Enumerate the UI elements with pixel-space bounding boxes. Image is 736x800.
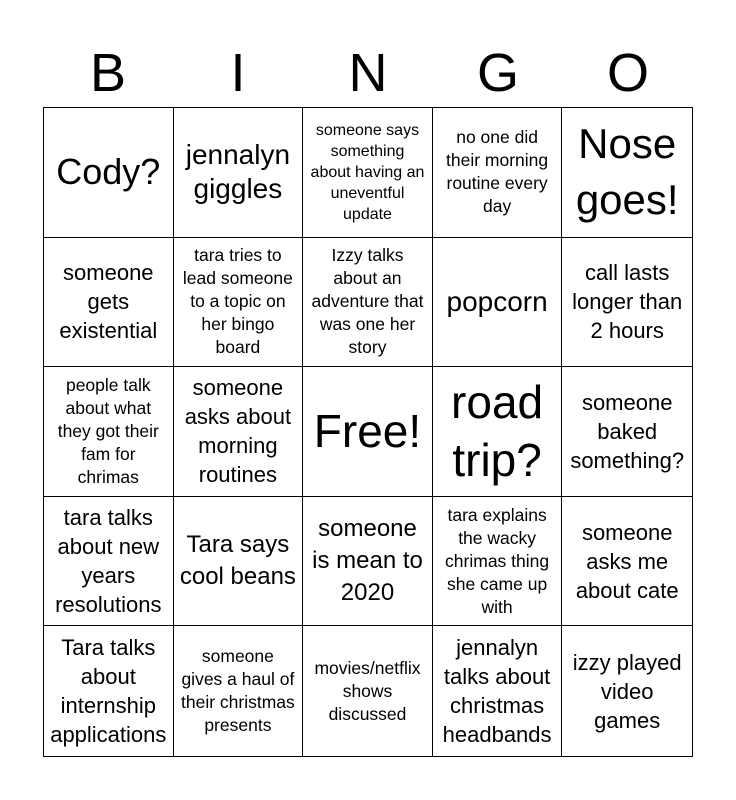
bingo-cell[interactable] [174, 108, 304, 238]
bingo-cell[interactable] [433, 108, 563, 238]
cell-text: popcorn [446, 285, 548, 317]
bingo-cell[interactable] [433, 367, 563, 497]
bingo-cell[interactable] [433, 626, 563, 756]
bingo-cell[interactable] [562, 497, 692, 627]
bingo-header [43, 42, 693, 104]
cell-text: Izzy talks about an adventure that was one her story [311, 245, 424, 358]
header-letter-i: I [230, 43, 246, 103]
bingo-cell[interactable] [303, 626, 433, 756]
bingo-cell[interactable] [174, 238, 304, 368]
bingo-cell[interactable] [433, 497, 563, 627]
bingo-cell[interactable] [303, 238, 433, 368]
header-letter-b: B [89, 43, 127, 103]
bingo-cell[interactable] [562, 108, 692, 238]
bingo-cell[interactable] [174, 367, 304, 497]
bingo-cell[interactable] [303, 108, 433, 238]
cell-text: Cody? [56, 151, 161, 193]
bingo-cell[interactable] [44, 108, 174, 238]
bingo-cell[interactable] [562, 238, 692, 368]
bingo-cell[interactable] [174, 626, 304, 756]
bingo-cell[interactable] [303, 367, 433, 497]
cell-text: call lasts longer than 2 hours [572, 260, 683, 344]
bingo-cell[interactable] [562, 367, 692, 497]
cell-text: Free! [313, 405, 422, 458]
cell-text: jennalyn talks about christmas headbands [442, 635, 552, 748]
header-letter-o: O [606, 43, 649, 103]
cell-text: movies/netflix shows discussed [314, 657, 421, 724]
bingo-cell[interactable] [562, 626, 692, 756]
bingo-cell[interactable] [433, 238, 563, 368]
bingo-cell[interactable] [303, 497, 433, 627]
cell-text: someone baked something? [570, 389, 685, 473]
bingo-cell[interactable] [44, 367, 174, 497]
cell-text: someone gives a haul of their christmas presents [181, 646, 295, 736]
bingo-board [43, 107, 693, 757]
cell-text: Tara says cool beans [179, 531, 296, 591]
cell-text: someone is mean to 2020 [312, 515, 423, 607]
cell-text: Tara talks about internship applications [50, 635, 167, 748]
cell-text: tara explains the wacky chrimas thing she came up with [445, 504, 550, 617]
cell-text: road trip? [451, 376, 544, 487]
cell-text: Nose goes! [575, 120, 679, 224]
cell-text: izzy played video games [572, 649, 682, 733]
bingo-cell[interactable] [44, 497, 174, 627]
cell-text: someone asks me about cate [575, 519, 679, 603]
cell-text: someone asks about morning routines [184, 375, 292, 488]
bingo-cell[interactable] [44, 626, 174, 756]
cell-text: jennalyn giggles [185, 139, 291, 205]
header-letter-n: N [348, 43, 388, 103]
bingo-cell[interactable] [174, 497, 304, 627]
cell-text: someone gets existential [59, 260, 158, 344]
cell-text: someone says something about having an uneventful update [310, 121, 425, 223]
header-letter-g: G [476, 43, 519, 103]
bingo-cell[interactable] [44, 238, 174, 368]
cell-text: no one did their morning routine every day [446, 127, 549, 217]
cell-text: tara talks about new years resolutions [55, 505, 162, 618]
cell-text: people talk about what they got their fam for chrimas [57, 374, 159, 487]
cell-text: tara tries to lead someone to a topic on her bingo board [182, 245, 293, 358]
